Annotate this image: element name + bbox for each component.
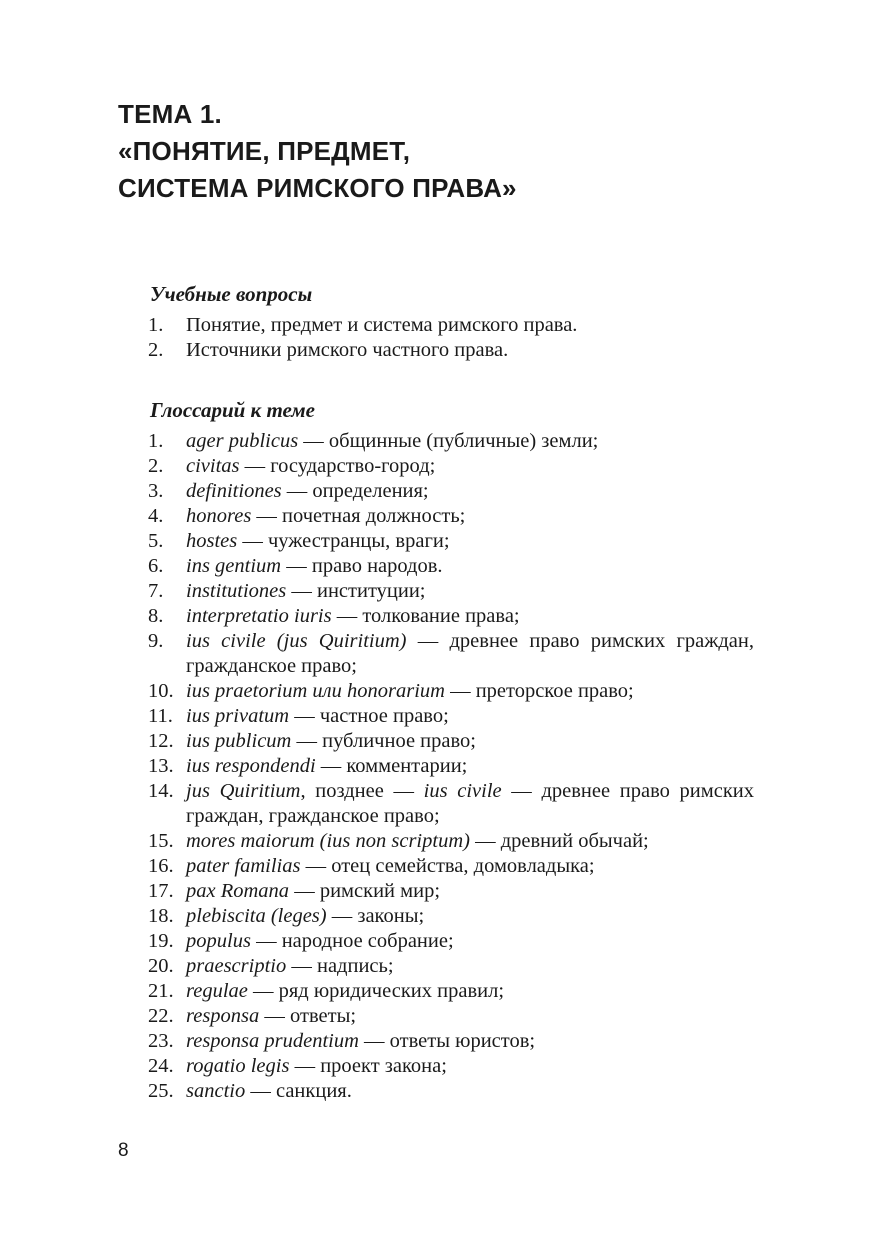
item-number: 14. [148, 780, 174, 802]
item-number: 2. [148, 339, 164, 361]
glossary-item [0, 954, 754, 979]
glossary-term: pater familias [186, 855, 301, 877]
study-questions-list [0, 313, 886, 363]
glossary-term: rogatio legis [186, 1055, 290, 1077]
glossary-connector: , позднее — [300, 780, 424, 802]
glossary-term: responsa [186, 1005, 260, 1027]
glossary-definition: — почетная должность; [251, 505, 466, 527]
glossary-definition: — публичное право; [291, 730, 476, 752]
glossary-definition: — древнее право римских граждан, гражданское право; [186, 630, 754, 677]
item-number: 2. [148, 455, 164, 477]
glossary-definition: — институции; [286, 580, 426, 602]
glossary-item [0, 729, 754, 754]
glossary-term: ius publicum [186, 730, 292, 752]
glossary-term: ius praetorium или honorarium [186, 680, 445, 702]
title-line-3: СИСТЕМА РИМСКОГО ПРАВА» [118, 173, 517, 203]
item-text: Понятие, предмет и система римского права. [186, 314, 578, 336]
glossary-item [0, 679, 754, 704]
item-number: 24. [148, 1055, 174, 1077]
list-item [0, 338, 754, 363]
glossary-definition: — государство-город; [239, 455, 436, 477]
item-number: 21. [148, 980, 174, 1002]
glossary-term: ius civile (jus Quiritium) [186, 630, 407, 652]
glossary-definition: — законы; [326, 905, 425, 927]
item-number: 17. [148, 880, 174, 902]
glossary-term: interpretatio iuris [186, 605, 332, 627]
glossary-definition: — ряд юридических правил; [247, 980, 505, 1002]
glossary-item [0, 1029, 754, 1054]
glossary-definition: — толкование права; [331, 605, 520, 627]
study-questions-heading: Учебные вопросы [150, 282, 313, 306]
glossary-item [0, 1004, 754, 1029]
item-number: 7. [148, 580, 164, 602]
item-number: 18. [148, 905, 174, 927]
glossary-term: plebiscita (leges) [186, 905, 327, 927]
glossary-term: honores [186, 505, 252, 527]
glossary-term: definitiones [186, 480, 282, 502]
glossary-definition: — санкция. [245, 1080, 352, 1102]
item-number: 1. [148, 430, 164, 452]
glossary-term: sanctio [186, 1080, 246, 1102]
item-number: 9. [148, 630, 164, 652]
glossary-item [0, 754, 754, 779]
glossary-item [0, 829, 754, 854]
glossary-term: ager publicus [186, 430, 299, 452]
glossary-term: mores maiorum (ius non scriptum) [186, 830, 470, 852]
title-line-2: «ПОНЯТИЕ, ПРЕДМЕТ, [118, 136, 411, 166]
glossary-term: civitas [186, 455, 240, 477]
item-number: 11. [148, 705, 173, 727]
glossary-item [0, 779, 754, 829]
item-number: 22. [148, 1005, 174, 1027]
glossary-item [0, 479, 754, 504]
glossary-item [0, 529, 754, 554]
item-number: 4. [148, 505, 164, 527]
glossary-item [0, 429, 754, 454]
glossary-term: ins gentium [186, 555, 282, 577]
glossary-term: regulae [186, 980, 248, 1002]
glossary-item [0, 554, 754, 579]
item-number: 15. [148, 830, 174, 852]
glossary-definition: — преторское право; [444, 680, 634, 702]
item-number: 25. [148, 1080, 174, 1102]
glossary-definition: — римский мир; [289, 880, 441, 902]
glossary-term: ius civile [423, 780, 502, 802]
item-number: 10. [148, 680, 174, 702]
item-number: 19. [148, 930, 174, 952]
glossary-definition: — право народов. [281, 555, 443, 577]
item-text: Источники римского частного права. [186, 339, 509, 361]
page-title [118, 96, 517, 207]
glossary-item [0, 879, 754, 904]
item-number: 6. [148, 555, 164, 577]
list-item [0, 313, 754, 338]
glossary-item [0, 704, 754, 729]
glossary-item [0, 904, 754, 929]
item-number: 16. [148, 855, 174, 877]
glossary-item [0, 1079, 754, 1104]
item-number: 5. [148, 530, 164, 552]
item-number: 8. [148, 605, 164, 627]
glossary-definition: — древний обычай; [469, 830, 649, 852]
glossary-definition: — определения; [281, 480, 429, 502]
glossary-definition: — отец семейства, домовладыка; [300, 855, 595, 877]
glossary-definition: — частное право; [289, 705, 449, 727]
glossary-definition: — чужестранцы, враги; [237, 530, 450, 552]
glossary-item [0, 604, 754, 629]
glossary-definition: — ответы; [259, 1005, 357, 1027]
glossary-definition: — общинные (публичные) земли; [298, 430, 599, 452]
item-number: 20. [148, 955, 174, 977]
glossary-definition: — древнее право римских граждан, гражданское право; [186, 780, 755, 827]
glossary-term: ius respondendi [186, 755, 316, 777]
glossary-term: hostes [186, 530, 238, 552]
glossary-term: jus Quiritium [186, 780, 301, 802]
glossary-item [0, 629, 754, 679]
glossary-list [0, 429, 886, 1104]
glossary-item [0, 454, 754, 479]
item-number: 13. [148, 755, 174, 777]
glossary-definition: — проект закона; [289, 1055, 447, 1077]
glossary-item [0, 979, 754, 1004]
page-number: 8 [118, 1140, 129, 1161]
item-number: 1. [148, 314, 164, 336]
title-line-1: ТЕМА 1. [118, 99, 222, 129]
glossary-item [0, 929, 754, 954]
glossary-term: populus [186, 930, 251, 952]
glossary-term: responsa prudentium [186, 1030, 359, 1052]
glossary-term: pax Romana [186, 880, 290, 902]
glossary-definition: — ответы юристов; [358, 1030, 536, 1052]
glossary-item [0, 1054, 754, 1079]
glossary-definition: — народное собрание; [250, 930, 454, 952]
glossary-heading: Глоссарий к теме [150, 398, 316, 422]
item-number: 3. [148, 480, 164, 502]
glossary-term: ius privatum [186, 705, 290, 727]
item-number: 23. [148, 1030, 174, 1052]
glossary-term: institutiones [186, 580, 287, 602]
item-number: 12. [148, 730, 174, 752]
glossary-definition: — надпись; [286, 955, 394, 977]
glossary-item [0, 504, 754, 529]
glossary-term: praescriptio [186, 955, 287, 977]
glossary-definition: — комментарии; [315, 755, 468, 777]
glossary-item [0, 854, 754, 879]
glossary-item [0, 579, 754, 604]
